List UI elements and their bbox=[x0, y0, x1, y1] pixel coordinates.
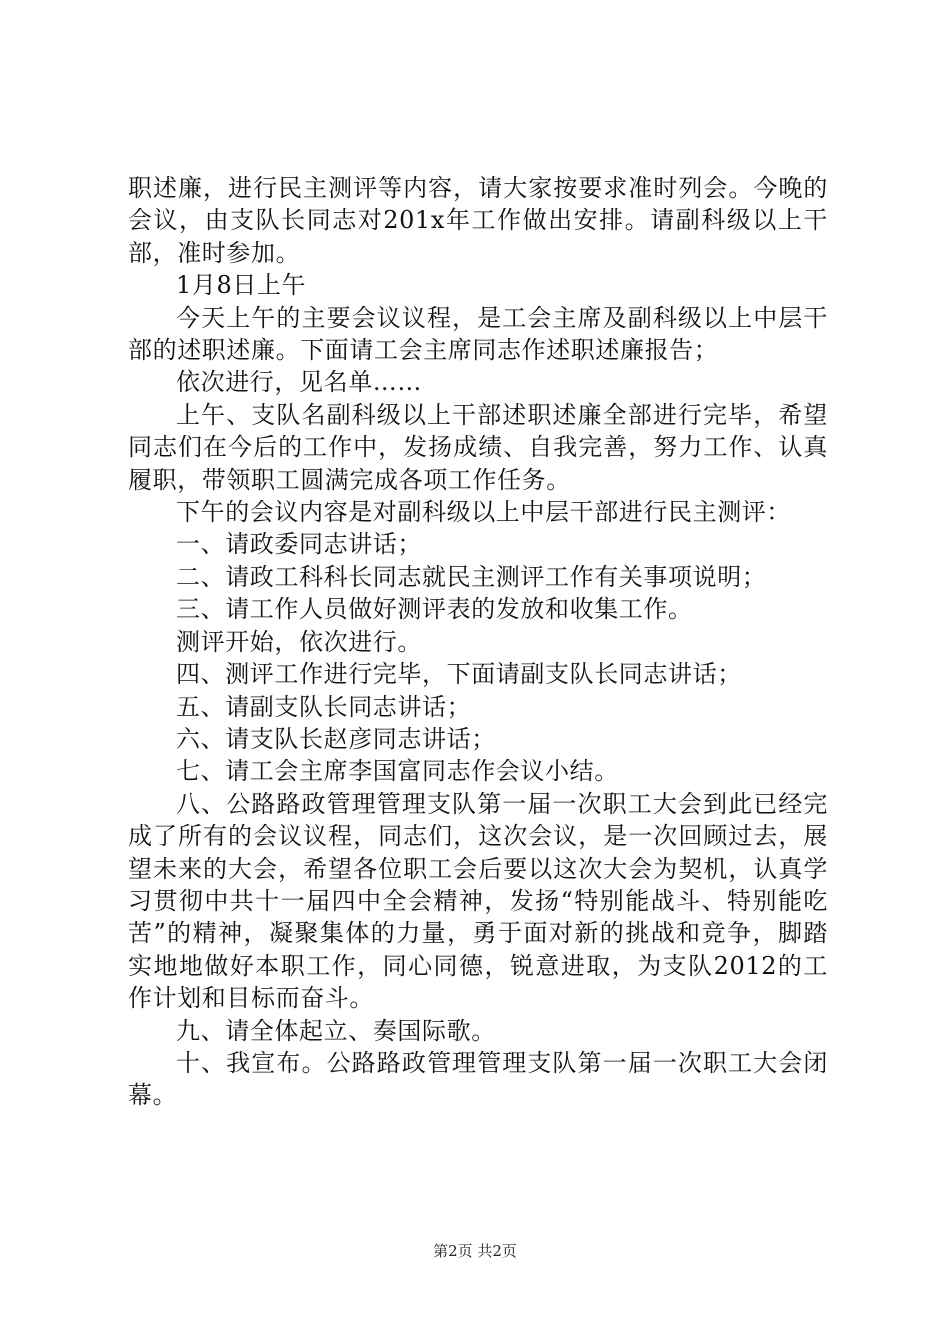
paragraph-8: 二、请政工科科长同志就民主测评工作有关事项说明； bbox=[176, 562, 767, 591]
paragraph-4: 依次进行，见名单…… bbox=[176, 368, 422, 397]
paragraph-7: 一、请政委同志讲话； bbox=[176, 530, 422, 559]
paragraph-12: 五、请副支队长同志讲话； bbox=[176, 692, 472, 721]
paragraph-10: 测评开始，依次进行。 bbox=[176, 627, 422, 656]
paragraph-6: 下午的会议内容是对副科级以上中层干部进行民主测评： bbox=[176, 498, 791, 527]
document-body bbox=[128, 172, 828, 1112]
paragraph-13: 六、请支队长赵彦同志讲话； bbox=[176, 724, 496, 753]
paragraph-9: 三、请工作人员做好测评表的发放和收集工作。 bbox=[176, 595, 693, 624]
page-number-footer: 第2页 共2页 bbox=[433, 1242, 517, 1260]
paragraph-1: 职述廉，进行民主测评等内容，请大家按要求准时列会。今晚的会议，由支队长同志对201x年工作做出安排。请副科级以上干部，准时参加。 bbox=[128, 174, 828, 267]
paragraph-5: 上午、支队名副科级以上干部述职述廉全部进行完毕，希望同志们在今后的工作中，发扬成绩、自我完善，努力工作、认真履职，带领职工圆满完成各项工作任务。 bbox=[128, 400, 828, 494]
paragraph-16: 九、请全体起立、奏国际歌。 bbox=[176, 1016, 496, 1045]
paragraph-11: 四、测评工作进行完毕，下面请副支队长同志讲话； bbox=[176, 660, 742, 689]
paragraph-17: 十、我宣布。公路路政管理管理支队第一届一次职工大会闭幕。 bbox=[128, 1048, 828, 1110]
paragraph-3: 今天上午的主要会议议程，是工会主席及副科级以上中层干部的述职述廉。下面请工会主席同志作述职述廉报告； bbox=[128, 303, 828, 365]
paragraph-15: 八、公路路政管理管理支队第一届一次职工大会到此已经完成了所有的会议议程，同志们，这次会议，是一次回顾过去，展望未来的大会，希望各位职工会后要以这次大会为契机，认真学习贯彻中共十一届四中全会精神，发扬“特别能战斗、特别能吃苦”的精神，凝聚集体的力量，勇于面对新的挑战和竞争，脚踏实地地做好本职工作，同心同德，锐意进取，为支队2012的工作计划和目标而奋斗。 bbox=[128, 789, 828, 1013]
paragraph-14: 七、请工会主席李国富同志作会议小结。 bbox=[176, 757, 619, 786]
paragraph-2: 1月8日上午 bbox=[176, 271, 307, 300]
